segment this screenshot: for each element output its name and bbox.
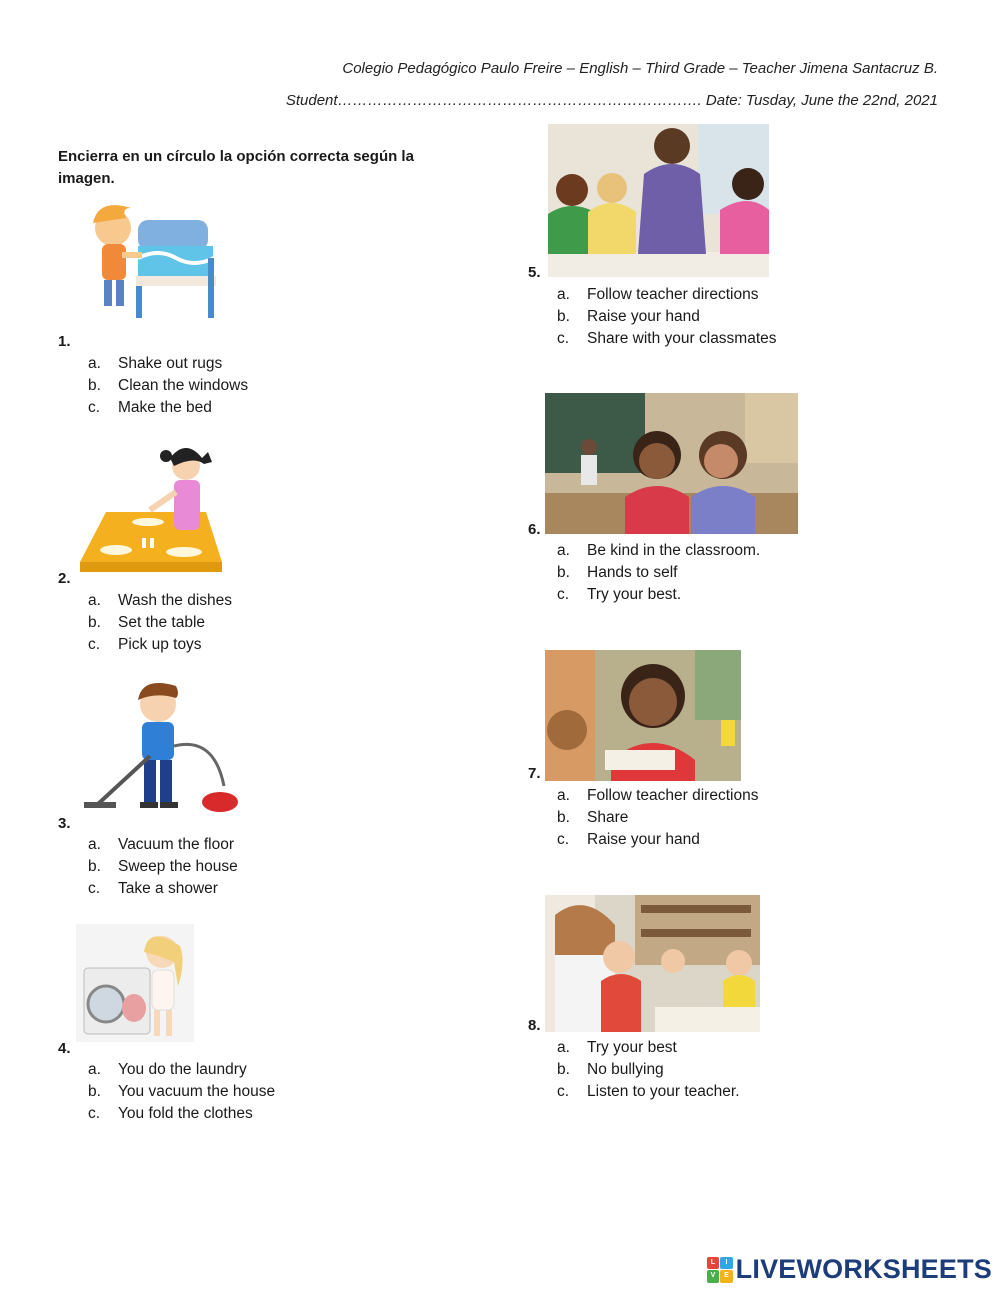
option-c[interactable]: c. Take a shower bbox=[88, 880, 218, 897]
question-1-number: 1. bbox=[58, 333, 71, 350]
question-3-number: 3. bbox=[58, 815, 71, 832]
option-a[interactable]: a. You do the laundry bbox=[88, 1061, 247, 1078]
option-c[interactable]: c. Share with your classmates bbox=[557, 330, 777, 347]
school-header: Colegio Pedagógico Paulo Freire – English – Third Grade – Teacher Jimena Santacruz B. bbox=[342, 60, 938, 77]
option-b[interactable]: b. Clean the windows bbox=[88, 377, 249, 394]
option-a[interactable]: a. Shake out rugs bbox=[88, 355, 223, 372]
option-c[interactable]: c. Listen to your teacher. bbox=[557, 1083, 740, 1100]
option-b[interactable]: b. Set the table bbox=[88, 614, 206, 631]
question-4-number: 4. bbox=[58, 1040, 71, 1057]
teacher-comforting-child-photo bbox=[545, 895, 760, 1032]
set-table-illustration bbox=[76, 442, 224, 574]
question-2-options bbox=[88, 590, 232, 656]
option-c[interactable]: c. Make the bed bbox=[88, 399, 212, 416]
option-a[interactable]: a. Follow teacher directions bbox=[557, 787, 759, 804]
question-7-options bbox=[557, 785, 758, 851]
question-8-number: 8. bbox=[528, 1017, 541, 1034]
question-2-number: 2. bbox=[58, 570, 71, 587]
option-a[interactable]: a. Vacuum the floor bbox=[88, 836, 235, 853]
option-b[interactable]: b. Hands to self bbox=[557, 564, 678, 581]
liveworksheets-badge-icon: L I V E bbox=[707, 1257, 733, 1283]
question-6-number: 6. bbox=[528, 521, 541, 538]
make-bed-illustration bbox=[78, 198, 243, 328]
question-7-number: 7. bbox=[528, 765, 541, 782]
question-8-options bbox=[557, 1037, 740, 1103]
option-a[interactable]: a. Be kind in the classroom. bbox=[557, 542, 761, 559]
liveworksheets-logo[interactable] bbox=[707, 1254, 992, 1285]
vacuum-illustration bbox=[80, 676, 242, 821]
option-c[interactable]: c. You fold the clothes bbox=[88, 1105, 253, 1122]
option-c[interactable]: c. Raise your hand bbox=[557, 831, 700, 848]
option-a[interactable]: a. Wash the dishes bbox=[88, 592, 233, 609]
option-a[interactable]: a. Follow teacher directions bbox=[557, 286, 759, 303]
option-b[interactable]: b. Sweep the house bbox=[88, 858, 238, 875]
teacher-with-students-photo bbox=[548, 124, 769, 277]
question-6-options bbox=[557, 540, 760, 606]
student-date-line: Student………………………………………………………………. Date: Tusday, June the 22nd, 2021 bbox=[285, 92, 938, 109]
option-b[interactable]: b. Share bbox=[557, 809, 629, 826]
option-a[interactable]: a. Try your best bbox=[557, 1039, 677, 1056]
question-5-options bbox=[557, 284, 777, 350]
option-b[interactable]: b. You vacuum the house bbox=[88, 1083, 276, 1100]
liveworksheets-wordmark: LIVEWORKSHEETS bbox=[735, 1254, 992, 1284]
instructions: Encierra en un círculo la opción correcta según la imagen. bbox=[58, 148, 414, 187]
option-b[interactable]: b. Raise your hand bbox=[557, 308, 700, 325]
smiling-student-photo bbox=[545, 650, 741, 781]
question-1-options bbox=[88, 353, 248, 419]
option-c[interactable]: c. Pick up toys bbox=[88, 636, 202, 653]
option-b[interactable]: b. No bullying bbox=[557, 1061, 664, 1078]
laundry-illustration bbox=[76, 924, 194, 1042]
question-3-options bbox=[88, 834, 238, 900]
question-4-options bbox=[88, 1059, 275, 1125]
classroom-friends-photo bbox=[545, 393, 798, 534]
option-c[interactable]: c. Try your best. bbox=[557, 586, 682, 603]
question-5-number: 5. bbox=[528, 264, 541, 281]
